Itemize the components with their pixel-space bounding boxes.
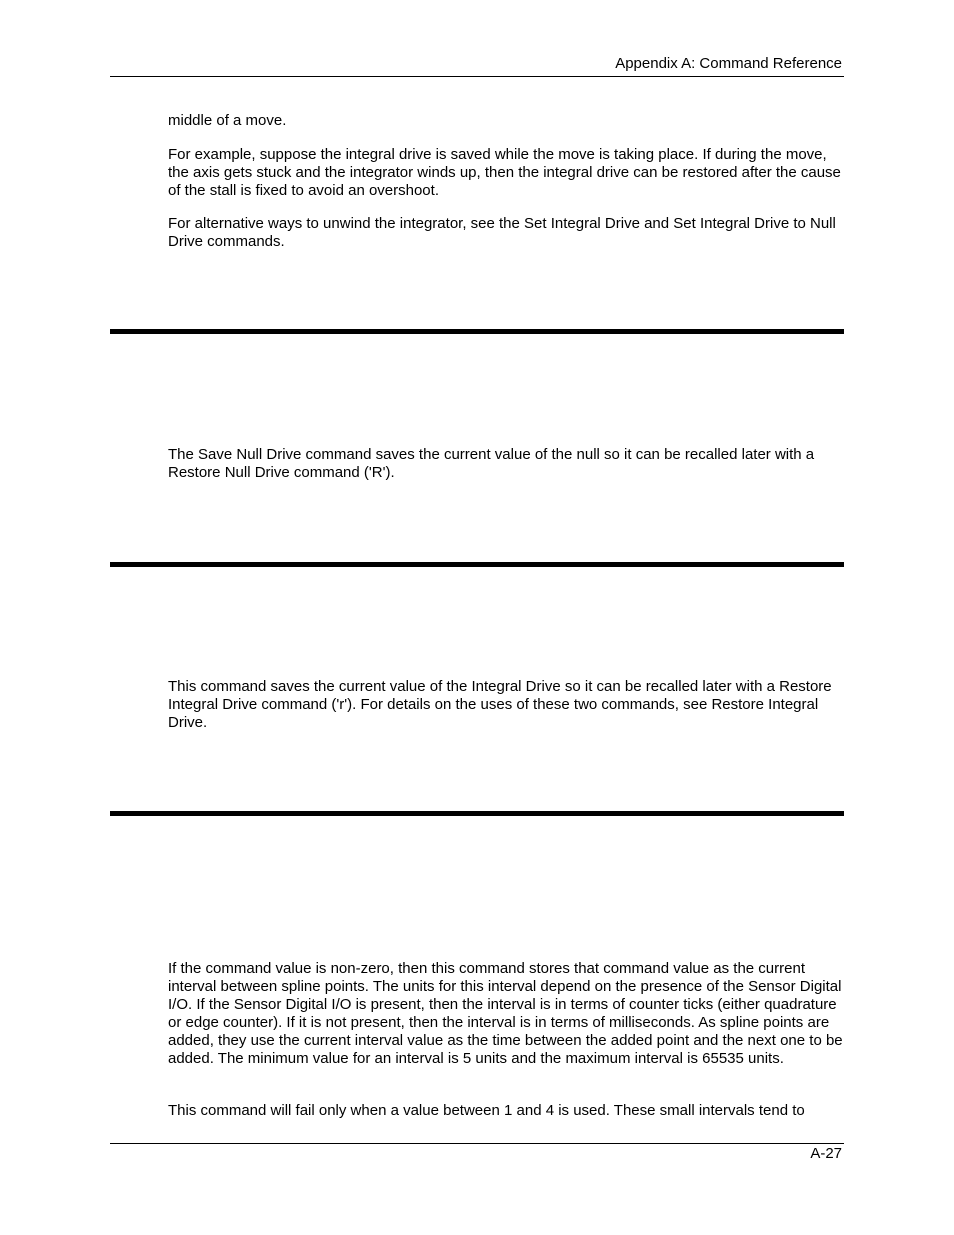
spline-interval-paragraph-2: This command will fail only when a value between 1 and 4 is used. These small intervals tend to [168,1102,805,1119]
section-divider-spline-interval [110,811,844,816]
save-null-drive-paragraph: The Save Null Drive command saves the current value of the null so it can be recalled later with a Restore Null Drive command ('R'). [168,446,815,481]
footer-rule [110,1143,844,1144]
intro-paragraph-1: middle of a move. [168,112,287,129]
spline-interval-paragraph-1: If the command value is non-zero, then this command stores that command value as the current interval between spline points. The units for this interval depend on the presence of the Sensor Digital I/O. If the Sensor Digital I/O is present, then the interval is in terms of counter ticks (either quadrature or edge counter). If it is not present, then the interval is in terms of milliseconds. As spline points are added, they use the current interval value as the time between the added point and the next one to be added. The minimum value for an interval is 5 units and the maximum interval is 65535 units. [168,960,843,1067]
save-integral-drive-paragraph: This command saves the current value of the Integral Drive so it can be recalled later with a Restore Integral Drive command ('r'). For details on the uses of these two commands, see Restore Integral Drive. [168,678,832,731]
page-number: A-27 [810,1145,842,1162]
running-header: Appendix A: Command Reference [615,55,842,72]
section-divider-save-null-drive [110,329,844,334]
intro-paragraph-3: For alternative ways to unwind the integrator, see the Set Integral Drive and Set Integral Drive to Null Drive commands. [168,215,836,250]
header-rule [110,76,844,77]
intro-paragraph-2: For example, suppose the integral drive is saved while the move is taking place. If during the move, the axis gets stuck and the integrator winds up, then the integral drive can be restored after the cause of the stall is fixed to avoid an overshoot. [168,146,841,199]
section-divider-save-integral-drive [110,562,844,567]
